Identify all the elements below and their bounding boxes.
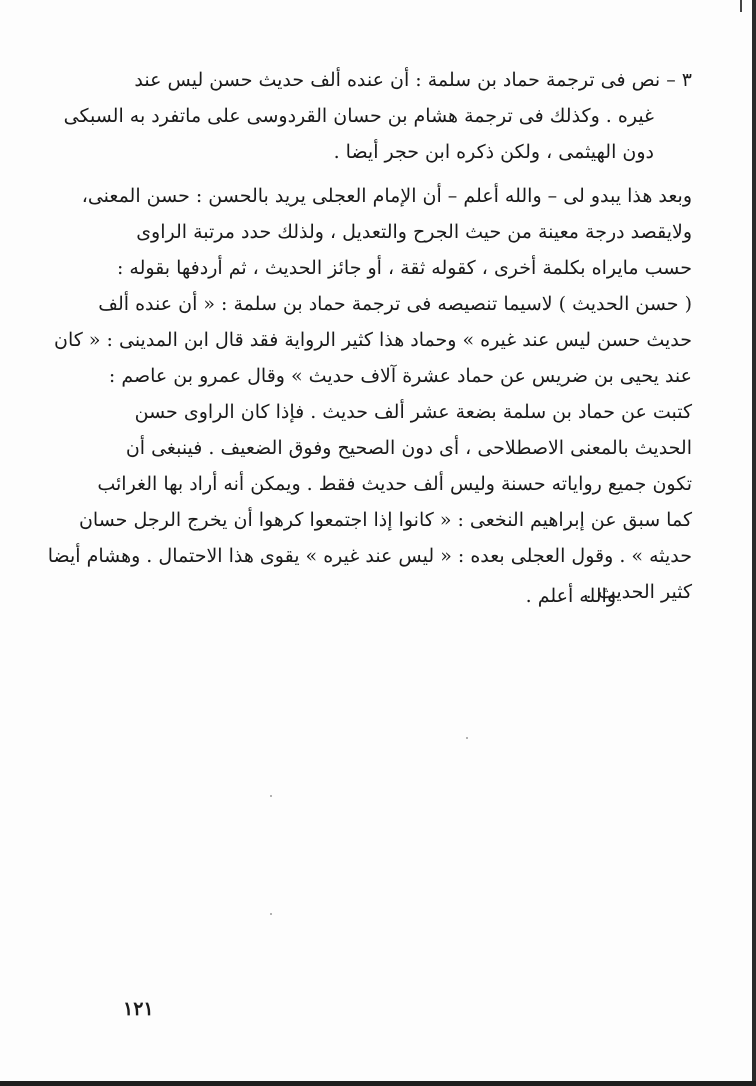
paragraph-line: حسب مايراه بكلمة أخرى ، كقوله ثقة ، أو جائز الحديث ، ثم أردفها بقوله : [116, 257, 692, 279]
closing-phrase [128, 578, 692, 614]
paragraph-line: الحديث بالمعنى الاصطلاحى ، أى دون الصحيح وفوق الضعيف . فينبغى أن [125, 437, 692, 459]
paragraph-line: ولايقصد درجة معينة من حيث الجرح والتعديل ، ولذلك حدد مرتبة الراوى [136, 221, 692, 243]
paragraph-line: وبعد هذا يبدو لى – والله أعلم – أن الإمام العجلى يريد بالحسن : حسن المعنى، [81, 185, 692, 207]
numbered-note-3 [63, 62, 692, 170]
main-paragraph [47, 178, 692, 610]
scan-edge-mark [740, 0, 742, 12]
paragraph-line: ( حسن الحديث ) لاسيما تنصيصه فى ترجمة حماد بن سلمة : « أن عنده ألف [98, 293, 692, 315]
paragraph-line: كثير الحديث . [585, 581, 692, 603]
scan-bottom-border [0, 1081, 756, 1086]
scan-speck [466, 737, 468, 739]
scan-speck [270, 795, 272, 797]
paragraph-line: حديث حسن ليس عند غيره » وحماد هذا كثير الرواية فقد قال ابن المدينى : « كان [54, 329, 692, 351]
scan-speck [270, 913, 272, 915]
paragraph-line: كما سبق عن إبراهيم النخعى : « كانوا إذا اجتمعوا كرهوا أن يخرج الرجل حسان [78, 509, 692, 531]
paragraph-line: عند يحيى بن ضريس عن حماد عشرة آلاف حديث » وقال عمرو بن عاصم : [108, 365, 692, 387]
note-line: غيره . وكذلك فى ترجمة هشام بن حسان القردوسى على ماتفرد به السبكى [63, 105, 654, 127]
note-line: ٣ – نص فى ترجمة حماد بن سلمة : أن عنده ألف حديث حسن ليس عند [134, 69, 692, 91]
note-line: دون الهيثمى ، ولكن ذكره ابن حجر أيضا . [333, 141, 654, 163]
scan-right-border [752, 0, 756, 1086]
paragraph-line: كتبت عن حماد بن سلمة بضعة عشر ألف حديث . فإذا كان الراوى حسن [134, 401, 692, 423]
page-number: ١٢١ [123, 998, 154, 1020]
closing-line: والله أعلم . [525, 585, 616, 607]
paragraph-line: حديثه » . وقول العجلى بعده : « ليس عند غيره » يقوى هذا الاحتمال . وهشام أيضا [47, 545, 692, 567]
paragraph-line: تكون جميع رواياته حسنة وليس ألف حديث فقط . ويمكن أنه أراد بها الغرائب [97, 473, 692, 495]
